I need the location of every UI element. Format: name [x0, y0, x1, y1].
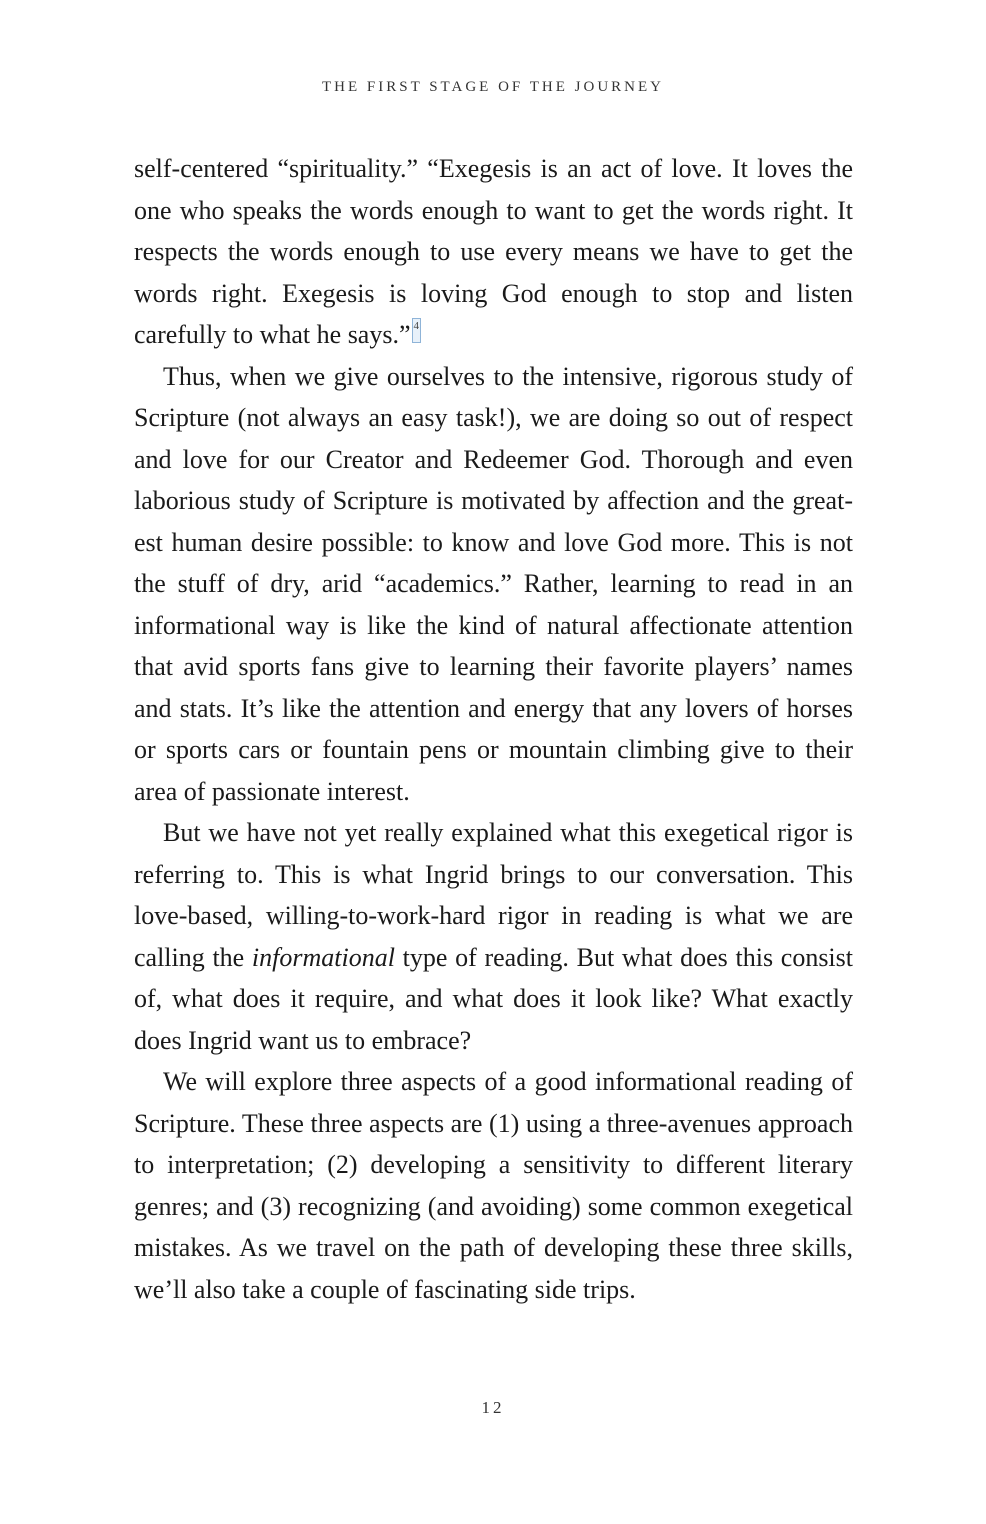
italic-term-informational: informational	[251, 942, 395, 972]
running-head: THE FIRST STAGE OF THE JOURNEY	[321, 79, 664, 95]
paragraph-1-text: self-centered “spirituality.” “Exegesis is an act of love. It loves the one who speaks the words enough to want to get the words right. It respects the words enough to use every means we have to get the words right. Exegesis is loving God enough to stop and listen carefully to what he says.”	[134, 154, 853, 349]
paragraph-4: We will explore three aspects of a good informational reading of Scripture. These three aspects are (1) using a three-avenues approach to interpretation; (2) developing a sensitivity to different literary genres; and (3) recognizing (and avoiding) some common exegetical mistakes. As we travel on the path of developing these three skills, we’ll also take a couple of fascinating side trips.	[134, 1067, 853, 1304]
body-text	[134, 148, 853, 1310]
paragraph-3-text-before: But we have not yet really explained what this exegetical rigor is referring to. This is what Ingrid brings to our conversation. This love-based, willing-to-work-hard rigor in reading is what we are calling the	[134, 818, 853, 972]
footnote-reference-4[interactable]: 4	[412, 318, 422, 343]
paragraph-1	[134, 148, 853, 356]
paragraph-3	[134, 812, 853, 1061]
paragraph-2: Thus, when we give ourselves to the intensive, rigorous study of Scripture (not always an easy task!), we are doing so out of respect and love for our Creator and Redeemer God. Thorough and even laborious study of Scripture is motivated by affection and the greatest human desire possible: to know and love God more. This is not the stuff of dry, arid “academics.” Rather, learning to read in an informational way is like the kind of natural affectionate attention that avid sports fans give to learning their favorite players’ names and stats. It’s like the attention and energy that any lovers of horses or sports cars or fountain pens or mountain climbing give to their area of passionate interest.	[134, 361, 853, 806]
page-number: 12	[481, 1398, 505, 1417]
paragraph-3-text-after: type of reading. But what does this consist of, what does it require, and what does it look like? What exactly does Ingrid want us to embrace?	[134, 942, 853, 1055]
